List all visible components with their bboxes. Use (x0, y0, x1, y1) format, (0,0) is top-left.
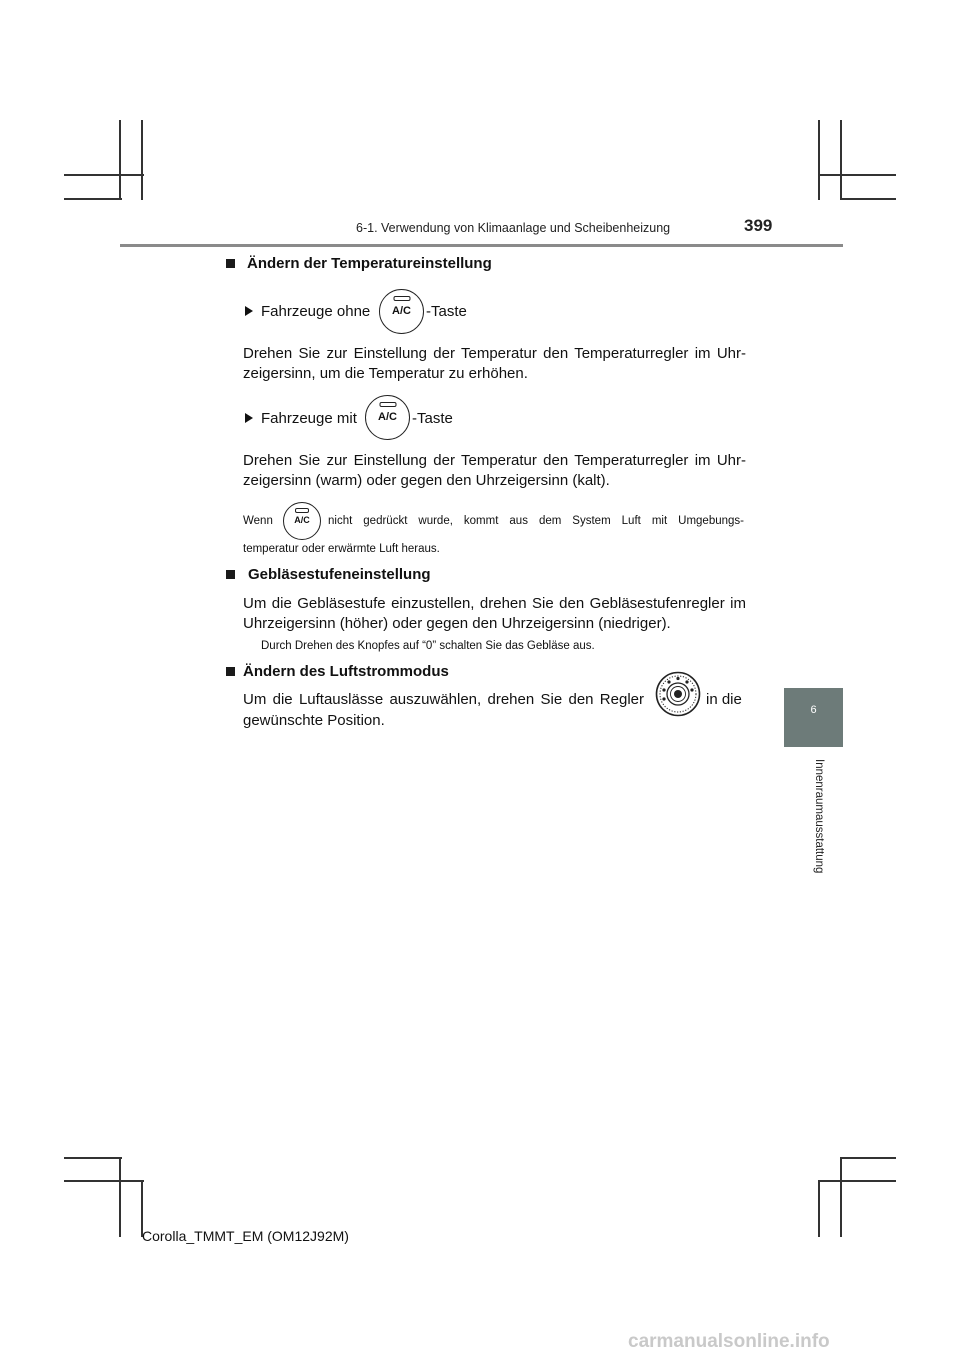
note-text: Durch Drehen des Knopfes auf “0” schalten Sie das Gebläse aus. (261, 640, 595, 652)
bullet-with-ac-suffix: -Taste (412, 410, 453, 427)
crop-mark (141, 120, 143, 200)
note-text: temperatur oder erwärmte Luft heraus. (243, 543, 440, 555)
bullet-triangle-icon (245, 306, 253, 316)
crop-mark (64, 1180, 144, 1182)
crop-mark (119, 120, 121, 200)
section-heading-temperature: Ändern der Temperatureinstellung (247, 255, 492, 272)
crop-mark (64, 1157, 122, 1159)
chapter-tab[interactable] (784, 688, 843, 747)
bullet-square-icon (226, 259, 235, 268)
ac-button-icon (379, 289, 424, 334)
ac-indicator (379, 402, 396, 407)
page-number: 399 (744, 216, 773, 235)
footer-doc-id: Corolla_TMMT_EM (OM12J92M) (142, 1228, 349, 1244)
ac-button-icon (283, 502, 321, 540)
crop-mark (119, 1157, 121, 1237)
header-rule (120, 244, 843, 247)
paragraph-line: zeigersinn (warm) oder gegen den Uhrzeigersinn (kalt). (243, 472, 610, 489)
ac-button-label: A/C (294, 515, 310, 525)
header-title: 6-1. Verwendung von Klimaanlage und Scheibenheizung (356, 221, 671, 235)
bullet-square-icon (226, 667, 235, 676)
crop-mark (818, 1180, 896, 1182)
section-heading-airflow: Ändern des Luftstrommodus (243, 663, 449, 680)
ac-button-icon (365, 395, 410, 440)
ac-indicator (393, 296, 410, 301)
ac-button-label: A/C (392, 305, 411, 317)
crop-mark (840, 120, 842, 200)
ac-indicator (295, 508, 309, 513)
bullet-without-ac-text: Fahrzeuge ohne (261, 303, 371, 320)
crop-mark (840, 1157, 896, 1159)
crop-mark (840, 198, 896, 200)
watermark: carmanualsonline.info (628, 1331, 830, 1352)
bullet-without-ac-suffix: -Taste (426, 303, 467, 320)
bullet-triangle-icon (245, 413, 253, 423)
crop-mark (64, 198, 122, 200)
section-heading-fan: Gebläsestufeneinstellung (248, 566, 431, 583)
note-text: Wenn (243, 515, 273, 527)
note-text: nicht gedrückt wurde, kommt aus dem System Luft mit Umgebungs- (328, 515, 744, 527)
airflow-mode-dial-icon (655, 671, 701, 717)
paragraph-line: in die (706, 691, 742, 708)
paragraph-line: Drehen Sie zur Einstellung der Temperatur den Temperaturregler im Uhr- (243, 452, 746, 469)
bullet-square-icon (226, 570, 235, 579)
paragraph-line: Um die Luftauslässe auszuwählen, drehen Sie den Regler (243, 691, 644, 708)
bullet-with-ac: Fahrzeuge mit (261, 410, 357, 427)
paragraph-line: Um die Gebläsestufe einzustellen, drehen Sie den Gebläsestufenregler im (243, 595, 746, 612)
paragraph-line: Uhrzeigersinn (höher) oder gegen den Uhrzeigersinn (niedriger). (243, 615, 671, 632)
ac-button-label: A/C (378, 411, 397, 423)
crop-mark (818, 120, 820, 200)
paragraph-line: gewünschte Position. (243, 712, 385, 729)
crop-mark (840, 1157, 842, 1237)
chapter-title: Innenraumausstattung (813, 759, 825, 874)
chapter-number: 6 (810, 704, 817, 716)
bullet-without-ac (261, 300, 370, 323)
crop-mark (818, 174, 896, 176)
paragraph-line: zeigersinn, um die Temperatur zu erhöhen. (243, 365, 528, 382)
paragraph-line: Drehen Sie zur Einstellung der Temperatur den Temperaturregler im Uhr- (243, 345, 746, 362)
crop-mark (64, 174, 144, 176)
crop-mark (818, 1180, 820, 1237)
